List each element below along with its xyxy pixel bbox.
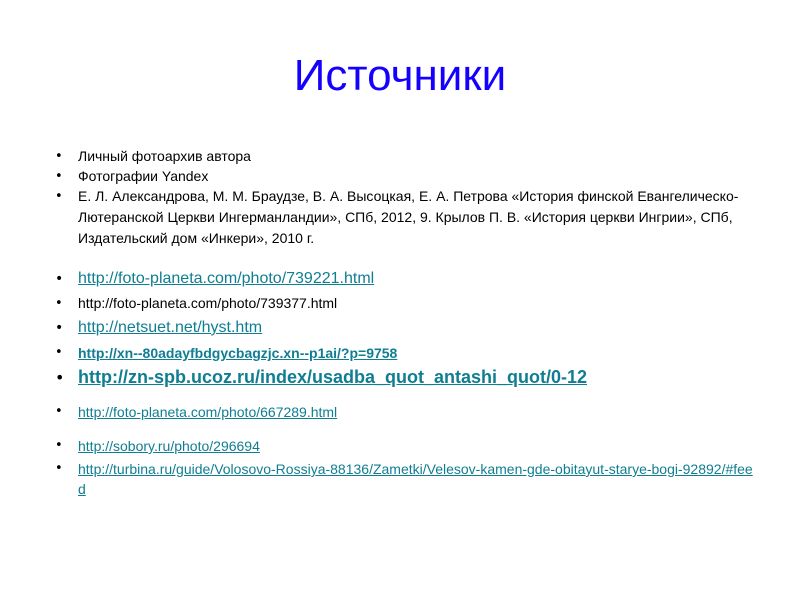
source-link[interactable]: http://sobory.ru/photo/296694 [78,438,260,454]
source-link[interactable]: http://zn-spb.ucoz.ru/index/usadba_quot_antashi_quot/0-12 [78,367,588,387]
source-link[interactable]: http://xn--80adayfbdgycbagzjc.xn--p1ai/?p=9758 [78,345,398,361]
bullet-icon: • [55,271,64,287]
source-link[interactable]: http://netsuet.net/hyst.htm [78,319,263,336]
source-link[interactable]: http://foto-planeta.com/photo/739221.html [78,270,375,287]
source-text: Личный фотоархив автора [78,148,251,164]
bullet-icon: • [55,368,65,387]
bullet-icon: • [55,296,63,311]
bullet-icon: • [55,345,63,360]
source-text: http://foto-planeta.com/photo/739377.html [78,295,338,311]
source-text: Е. Л. Александрова, М. М. Браудзе, В. А. Высоцкая, Е. А. Петрова «История финской Евангелическо-Лютеранской Церкви Ингерманландии», СПб, 2012, 9. Крылов П. В. «История церкви Ингрии», СПб, Издательский дом «Инкери», 2010 г. [78,188,739,246]
bullet-icon: • [55,404,63,419]
bullet-icon: • [55,169,63,184]
source-text: Фотографии Yandex [78,168,209,184]
bullet-icon: • [55,461,63,476]
bullet-icon: • [55,320,64,336]
bullet-icon: • [55,438,63,453]
source-link[interactable]: http://foto-planeta.com/photo/667289.html [78,404,338,420]
slide-title: Источники [293,51,507,100]
bullet-icon: • [55,149,63,164]
source-link[interactable]: http://turbina.ru/guide/Volosovo-Rossiya-88136/Zametki/Velesov-kamen-gde-obitayut-starye-bogi-92892/#feed [78,461,753,497]
bullet-icon: • [55,189,63,204]
